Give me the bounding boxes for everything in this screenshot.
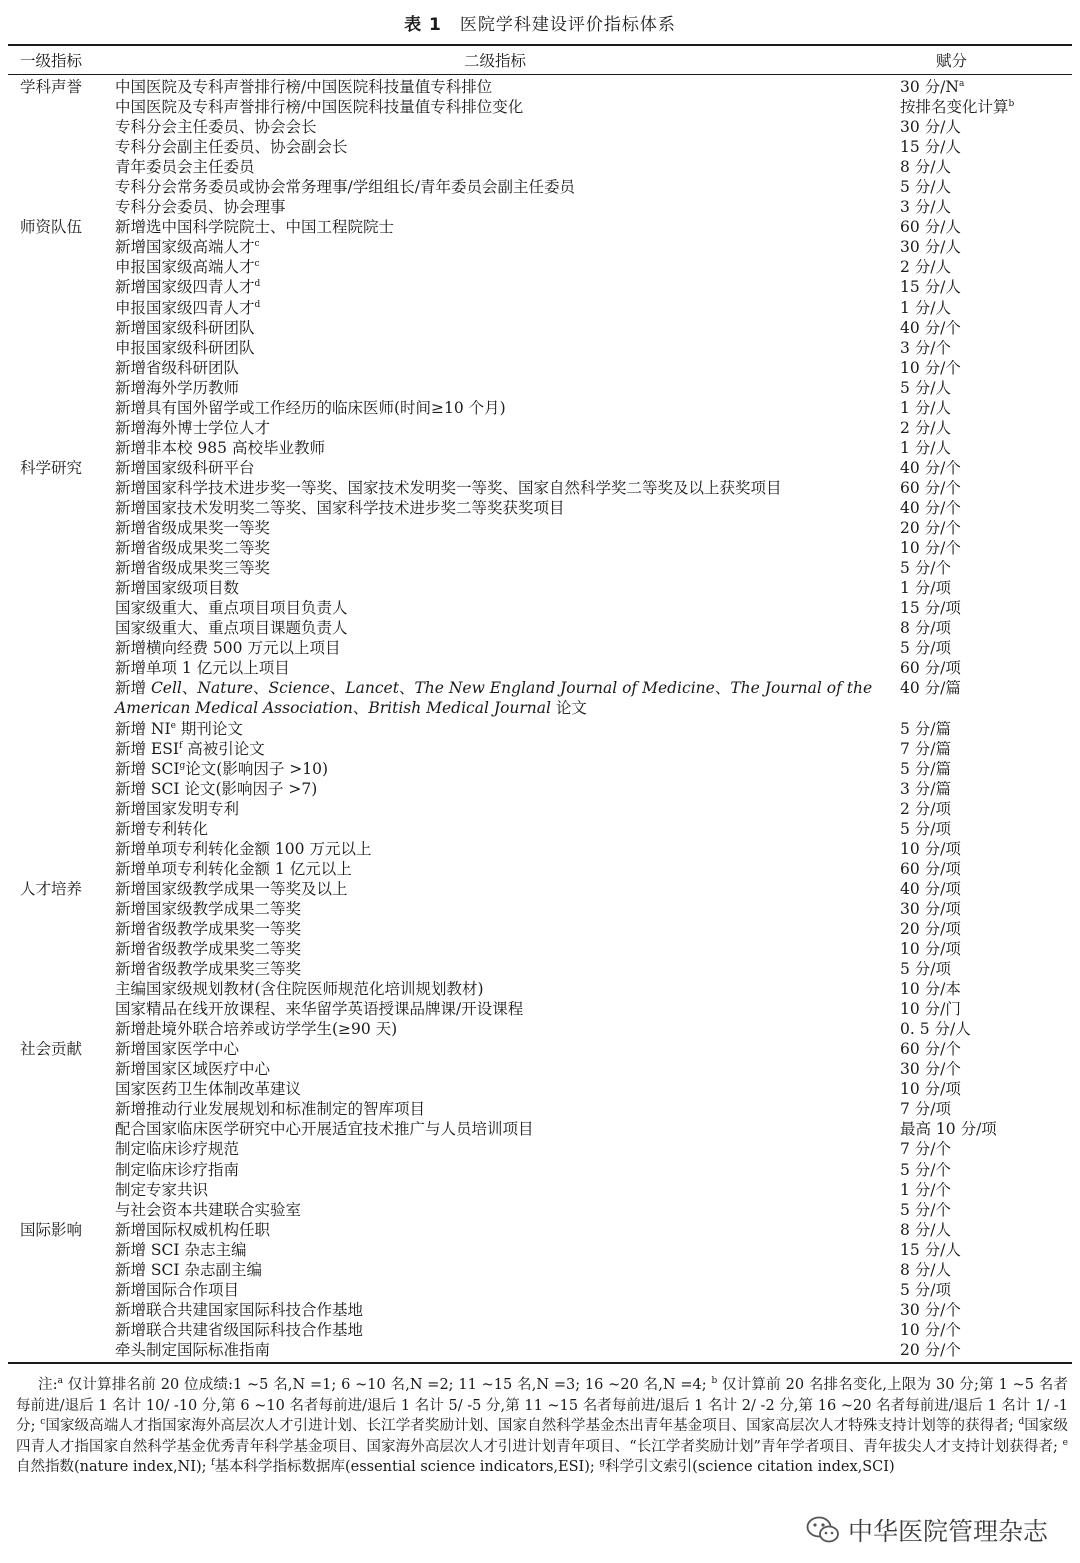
level1-cell: 人才培养 [20,879,83,898]
level1-cell: 社会贡献 [20,1040,83,1059]
table-row [0,979,1080,999]
level2-cell: 新增单项专利转化金额 1 亿元以上 [115,859,352,878]
table-row [0,999,1080,1019]
score-cell: 30 分/个 [900,1060,961,1079]
score-cell: 40 分/个 [900,458,961,477]
level2-cell: 申报国家级高端人才$^c$ [115,258,260,277]
score-cell: 1 分/人 [900,298,952,317]
table-row [0,358,1080,378]
footnote-mark: d [254,299,261,310]
table-row [0,77,1080,97]
score-cell: 30 分/人 [900,118,961,137]
footnote-mark: e [1062,1437,1068,1448]
header-level2: 二级指标 [464,52,527,70]
table-row [0,1260,1080,1280]
table-row [0,117,1080,137]
level2-cell: 新增非本校 985 高校毕业教师 [115,438,325,457]
watermark [806,1512,1048,1548]
table-row [0,318,1080,338]
level2-cell: 新增国家级科研平台 [115,458,255,477]
level2-cell: 新增国际权威机构任职 [115,1220,271,1239]
score-cell: 5 分/人 [900,378,952,397]
level2-cell: 新增省级成果奖二等奖 [115,539,271,558]
level2-cell: 新增国家级教学成果一等奖及以上 [115,879,348,898]
level2-cell: 新增横向经费 500 万元以上项目 [115,639,341,658]
table-row [0,478,1080,498]
table-row [0,578,1080,598]
level1-cell: 师资队伍 [20,218,83,237]
level1-cell: 国际影响 [20,1220,83,1239]
table-caption: 医院学科建设评价指标体系 [459,15,676,35]
table-row [0,899,1080,919]
level2-cell: 专科分会委员、协会理事 [115,198,286,217]
notes-label: 注: [38,1377,58,1393]
level2-cell: 新增联合共建省级国际科技合作基地 [115,1320,364,1339]
score-cell: 2 分/项 [900,799,952,818]
level2-cell: 制定临床诊疗规范 [115,1140,240,1159]
table-row [0,759,1080,779]
level2-cell: 新增 $NI^e$ 期刊论文 [115,719,243,738]
level2-cell: 与社会资本共建联合实验室 [115,1200,302,1219]
note-text: 仅计算前 20 名排名变化,上限为 30 分;第 1 ~5 名者每前进/退后 1 名计 10/ -10 分,第 6 ~10 名者每前进/退后 1 名计 5/ -5 分,第 11 ~15 名者每前进/退后 1 名计 2/ -2 分,第 16 ~20 名者每前进/退后 1 名计 1/ -1 分; [16,1377,1068,1434]
table-row [0,1019,1080,1039]
table-row [0,779,1080,799]
score-cell: 3 分/篇 [900,779,952,798]
table-row [0,819,1080,839]
table-row [0,839,1080,859]
score-cell: 5 分/项 [900,819,952,838]
score-cell: 7 分/个 [900,1140,952,1159]
table-row [0,799,1080,819]
level2-cell: 新增国家级项目数 [115,579,240,598]
wechat-icon [806,1515,840,1545]
table-row [0,298,1080,318]
score-cell: 1 分/项 [900,579,952,598]
table-row [0,719,1080,739]
table-row [0,1079,1080,1099]
table-row [0,338,1080,358]
level2-cell: 新增国家医学中心 [115,1040,240,1059]
score-cell: 5 分/篇 [900,759,952,778]
footnote-mark: f [178,740,183,751]
footnote-mark: a [958,79,965,89]
table-row [0,438,1080,458]
table-row [0,1240,1080,1260]
score-cell: 10 分/项 [900,1080,961,1099]
table-row [0,1059,1080,1079]
table-row [0,1280,1080,1300]
score-cell: 按排名变化计算$^b$ [900,98,1015,117]
score-cell: 40 分/篇 [900,679,961,698]
level2-cell: 新增省级教学成果奖一等奖 [115,919,302,938]
footnote-mark: b [1008,99,1015,110]
table-row [0,237,1080,257]
table-row [0,618,1080,638]
journal-name: The Journal of the American Medical Association [115,679,873,718]
journal-name: Nature [197,679,254,698]
score-cell: 40 分/个 [900,498,961,517]
header-rule [8,74,1072,75]
table-row [0,217,1080,237]
note-text: 仅计算排名前 20 位成绩:1 ~5 名,N =1; 6 ~10 名,N =2; 11 ~15 名,N =3; 16 ~20 名,N =4; [62,1377,712,1393]
table-row [0,157,1080,177]
level2-cell: 新增 SCI$^g$论文(影响因子 >10) [115,759,329,778]
level2-cell: 新增国家级科研团队 [115,318,255,337]
score-cell: 3 分/人 [900,198,952,217]
score-cell: 15 分/人 [900,138,961,157]
bottom-rule [8,1362,1072,1364]
table-row [0,638,1080,658]
level2-cell: 专科分会常务委员或协会常务理事/学组组长/青年委员会副主任委员 [115,178,575,197]
score-cell: 1 分/人 [900,398,952,417]
score-cell: 40 分/个 [900,318,961,337]
table-row [0,498,1080,518]
level2-cell: 新增 SCI 杂志副主编 [115,1260,262,1279]
score-cell: 2 分/人 [900,418,952,437]
level2-cell: 青年委员会主任委员 [115,158,255,177]
table-row [0,1180,1080,1200]
level2-cell: 新增国家技术发明奖二等奖、国家科学技术进步奖二等奖获奖项目 [115,498,565,517]
score-cell: 8 分/人 [900,1260,952,1279]
score-cell: 最高 10 分/项 [900,1120,997,1139]
level2-cell: 新增推动行业发展规划和标准制定的智库项目 [115,1100,426,1119]
footnote-mark: c [254,259,260,270]
level2-cell: 新增 Cell、Nature、Science、Lancet、The New England Journal of Medicine、The Journal of the American Medical Association、British Medical Journal 论文 [115,679,873,718]
table-row [0,1139,1080,1159]
level2-cell: 中国医院及专科声誉排行榜/中国医院科技量值专科排位 [115,78,493,96]
score-cell: 15 分/项 [900,599,961,618]
level2-cell: 新增省级教学成果奖二等奖 [115,940,302,959]
table-row [0,879,1080,899]
table-row [0,739,1080,759]
level2-cell: 国家级重大、重点项目项目负责人 [115,599,348,618]
score-cell: 15 分/人 [900,1240,961,1259]
level2-cell: 申报国家级四青人才$^d$ [115,298,261,317]
score-cell: 5 分/个 [900,1200,952,1219]
score-cell: 10 分/个 [900,1320,961,1339]
table-row [0,137,1080,157]
level2-cell: 配合国家临床医学研究中心开展适宜技术推广与人员培训项目 [115,1120,534,1139]
level2-cell: 新增省级教学成果奖三等奖 [115,960,302,979]
table-row [0,919,1080,939]
level2-cell: 新增 SCI 论文(影响因子 >7) [115,779,318,798]
footnote-mark: c [40,1417,46,1427]
journal-name: The New England Journal of Medicine [414,679,715,698]
footnote-mark: a [57,1376,63,1386]
footnote-mark: e [170,720,176,731]
score-cell: 2 分/人 [900,258,952,277]
note-text: 国家级四青人才指国家自然科学基金优秀青年科学基金项目、国家海外高层次人才引进计划青年项目、“长江学者奖励计划”青年学者项目、青年拔尖人才支持计划获得者; [16,1418,1068,1455]
score-cell: 5 分/项 [900,639,952,658]
table-row [0,678,1080,718]
journal-name: Lancet [345,679,399,698]
level2-cell: 主编国家级规划教材(含住院医师规范化培训规划教材) [115,980,484,999]
table-row [0,277,1080,297]
score-cell: 8 分/项 [900,619,952,638]
level2-cell: 新增国家区域医疗中心 [115,1060,271,1079]
table-row [0,959,1080,979]
level2-cell: 新增省级成果奖三等奖 [115,559,271,578]
level2-cell: 制定临床诊疗指南 [115,1160,240,1179]
score-cell: 40 分/项 [900,879,961,898]
level2-cell: 新增具有国外留学或工作经历的临床医师(时间≥10 个月) [115,398,506,417]
score-cell: 0. 5 分/人 [900,1020,971,1039]
table-row [0,598,1080,618]
table-row [0,658,1080,678]
level2-cell: 中国医院及专科声誉排行榜/中国医院科技量值专科排位变化 [115,98,524,117]
score-cell: 10 分/门 [900,1000,961,1019]
note-text: 自然指数(nature index,NI); [16,1459,212,1475]
score-cell: 3 分/个 [900,338,952,357]
level2-cell: 新增单项 1 亿元以上项目 [115,659,290,678]
score-cell: 60 分/个 [900,478,961,497]
note-text: 国家级高端人才指国家海外高层次人才引进计划、长江学者奖励计划、国家自然科学基金杰出青年基金项目、国家高层次人才特殊支持计划等的获得者; [45,1418,1019,1434]
level2-cell: 新增海外学历教师 [115,378,240,397]
score-cell: 60 分/人 [900,218,961,237]
footnote-mark: g [599,1458,606,1468]
level2-cell: 新增省级科研团队 [115,358,240,377]
level2-cell: 新增联合共建国家国际科技合作基地 [115,1300,364,1319]
score-cell: 15 分/人 [900,278,961,297]
table-row [0,1300,1080,1320]
header-level1: 一级指标 [20,52,83,70]
score-cell: 1 分/人 [900,438,952,457]
score-cell: 8 分/人 [900,158,952,177]
table-row [0,378,1080,398]
level2-cell: 制定专家共识 [115,1180,209,1199]
header-score: 赋分 [936,52,968,70]
table-title [0,10,1080,35]
score-cell: 5 分/人 [900,178,952,197]
score-cell: 10 分/项 [900,839,961,858]
score-cell: 10 分/个 [900,358,961,377]
score-cell: 20 分/个 [900,1340,961,1359]
level2-cell: 新增单项专利转化金额 100 万元以上 [115,839,372,858]
level1-cell: 科学研究 [20,458,83,477]
score-cell: 5 分/项 [900,1280,952,1299]
level2-cell: 专科分会主任委员、协会会长 [115,118,317,137]
level2-cell: 新增国家级四青人才$^d$ [115,278,261,297]
score-cell: 30 分/个 [900,1300,961,1319]
table-row [0,1200,1080,1220]
table-row [0,97,1080,117]
table-row [0,1320,1080,1340]
table-row [0,458,1080,478]
table-row [0,518,1080,538]
table-row [0,1160,1080,1180]
journal-name: British Medical Journal [368,699,551,718]
score-cell: 60 分/个 [900,1040,961,1059]
level2-cell: 国家医药卫生体制改革建议 [115,1080,302,1099]
score-cell: 60 分/项 [900,659,961,678]
level2-cell: 新增国家科学技术进步奖一等奖、国家技术发明奖一等奖、国家自然科学奖二等奖及以上获奖项目 [115,478,782,497]
level2-cell: 新增海外博士学位人才 [115,418,271,437]
table-row [0,1039,1080,1059]
level2-cell: 新增国家级高端人才$^c$ [115,238,260,257]
level1-cell: 学科声誉 [20,78,83,96]
note-text: 科学引文索引(science citation index,SCI) [605,1459,895,1475]
level2-cell: 新增赴境外联合培养或访学学生(≥90 天) [115,1020,398,1039]
footnote-mark: f [211,1458,215,1468]
level2-cell: 新增 ESI$^f$ 高被引论文 [115,739,265,758]
table-label: 表 1 [404,15,442,35]
table-row [0,418,1080,438]
score-cell: 60 分/项 [900,859,961,878]
table-row [0,1340,1080,1360]
score-cell: 30 分/人 [900,238,961,257]
journal-name: Science [268,679,330,698]
score-cell: 5 分/个 [900,1160,952,1179]
level2-cell: 新增选中国科学院院士、中国工程院院士 [115,218,395,237]
level2-cell: 新增国际合作项目 [115,1280,240,1299]
score-cell: 20 分/项 [900,919,961,938]
level2-cell: 申报国家级科研团队 [115,338,255,357]
level2-cell: 牵头制定国际标准指南 [115,1340,271,1359]
table-row [0,1220,1080,1240]
note-text: 基本科学指标数据库(essential science indicators,ESI); [214,1459,600,1475]
table-row [0,257,1080,277]
level2-cell: 国家级重大、重点项目课题负责人 [115,619,348,638]
score-cell: 8 分/人 [900,1220,952,1239]
score-cell: 5 分/项 [900,960,952,979]
table-row [0,939,1080,959]
table-row [0,859,1080,879]
footnote-mark: g [179,760,186,771]
score-cell: 30 分$/N^a$ [900,78,965,96]
score-cell: 10 分/个 [900,539,961,558]
table-row [0,197,1080,217]
level2-cell: 新增省级成果奖一等奖 [115,519,271,538]
level2-cell: 专科分会副主任委员、协会副会长 [115,138,348,157]
level2-cell: 新增国家级教学成果二等奖 [115,899,302,918]
top-rule [8,44,1072,46]
level2-cell: 新增专利转化 [115,819,209,838]
score-cell: 10 分/项 [900,940,961,959]
table-row [0,177,1080,197]
score-cell: 10 分/本 [900,980,961,999]
score-cell: 7 分/项 [900,1100,952,1119]
score-cell: 7 分/篇 [900,739,952,758]
table-row [0,558,1080,578]
table-body [0,77,1080,1360]
table-row [0,398,1080,418]
level2-cell: 国家精品在线开放课程、来华留学英语授课品牌课/开设课程 [115,1000,524,1019]
table-row [0,538,1080,558]
journal-name: Cell [150,679,182,698]
level2-cell: 新增国家发明专利 [115,799,240,818]
footnote-mark: b [711,1376,718,1386]
score-cell: 5 分/篇 [900,719,952,738]
footnote-mark: d [1018,1417,1025,1427]
score-cell: 5 分/个 [900,559,952,578]
footnote-mark: c [254,239,260,250]
table-row [0,1119,1080,1139]
level2-cell: 新增 SCI 杂志主编 [115,1240,247,1259]
score-cell: 30 分/项 [900,899,961,918]
footnote-mark: d [254,279,261,290]
table-row [0,1099,1080,1119]
watermark-text: 中华医院管理杂志 [847,1517,1048,1546]
table-notes [16,1375,1068,1478]
score-cell: 1 分/个 [900,1180,952,1199]
score-cell: 20 分/个 [900,519,961,538]
